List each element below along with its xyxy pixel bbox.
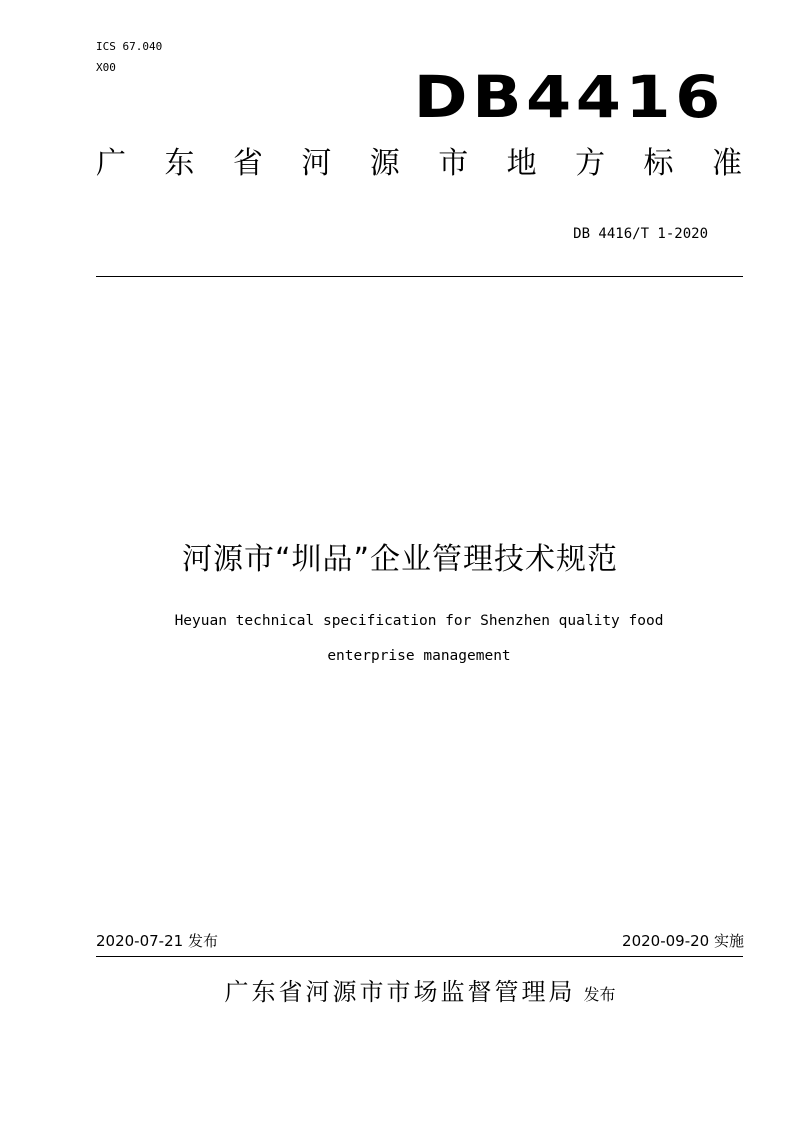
ics-code: ICS 67.040 — [96, 40, 163, 53]
document-title-zh: 河源市“圳品”企业管理技术规范 — [181, 542, 619, 577]
standard-type-char: 准 — [711, 146, 742, 181]
publisher-suffix: 发布 — [583, 985, 616, 1004]
standard-type-title — [96, 144, 742, 184]
footer-divider — [96, 956, 743, 957]
standard-type-char: 源 — [369, 146, 400, 181]
standard-type-char: 广 — [96, 146, 126, 181]
classification-code: X00 — [96, 61, 116, 74]
standard-type-char: 省 — [232, 146, 263, 181]
implementation-date: 2020-09-20 实施 — [622, 932, 744, 950]
header-divider — [96, 276, 743, 277]
standard-type-char: 地 — [506, 146, 537, 181]
publisher-name: 广东省河源市市场监督管理局 — [224, 978, 576, 1006]
standard-type-char: 东 — [164, 146, 195, 181]
standard-number: DB 4416/T 1-2020 — [573, 226, 708, 242]
release-date: 2020-07-21 发布 — [96, 932, 218, 950]
standard-type-char: 方 — [575, 146, 606, 181]
standard-type-char: 河 — [301, 146, 332, 181]
document-title-en-line2: enterprise management — [327, 648, 511, 664]
standard-type-char: 市 — [438, 146, 469, 181]
publisher — [0, 975, 800, 1012]
standard-logo: DB4416 — [413, 63, 725, 131]
standard-type-char: 标 — [643, 146, 674, 181]
document-title-en-line1: Heyuan technical specification for Shenzhen quality food — [174, 613, 664, 629]
